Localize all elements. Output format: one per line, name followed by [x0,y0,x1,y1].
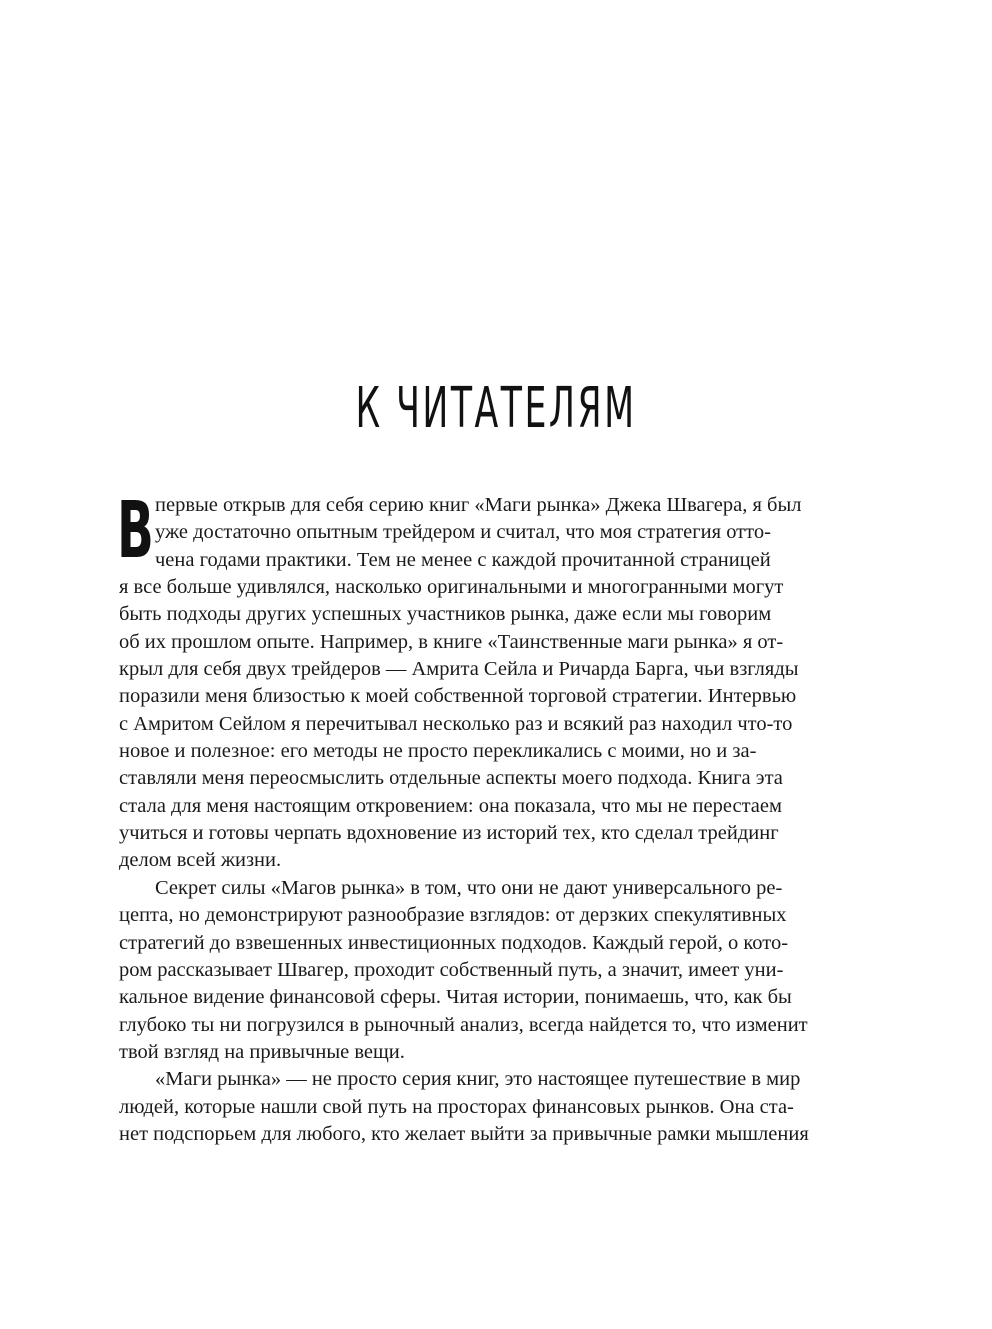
text-line: Секрет силы «Магов рынка» в том, что они не дают универсального ре- [155,876,783,899]
text-line: новое и полезное: его методы не просто перекликались с моими, но и за- [119,740,757,763]
page-title: К ЧИТАТЕЛЯМ [355,376,637,441]
drop-cap: В [117,486,154,576]
text-line: с Амритом Сейлом я перечитывал несколько раз и всякий раз находил что-то [119,712,793,735]
text-line: ставляли меня переосмыслить отдельные аспекты моего подхода. Книга эта [119,767,783,790]
text-line: кальное видение финансовой сферы. Читая истории, понимаешь, что, как бы [119,986,792,1009]
text-line: стратегий до взвешенных инвестиционных подходов. Каждый герой, о кото- [119,931,789,954]
text-line: чена годами практики. Тем не менее с каждой прочитанной страницей [155,548,771,571]
text-line: стала для меня настоящим откровением: она показала, что мы не перестаем [119,794,782,817]
text-line: первые открыв для себя серию книг «Маги рынка» Джека Швагера, я был [155,494,802,516]
text-line: быть подходы других успешных участников рынка, даже если мы говорим [119,603,772,626]
text-line: людей, которые нашли свой путь на просторах финансовых рынков. Она ста- [119,1095,794,1118]
text-line: цепта, но демонстрируют разнообразие взглядов: от дерзких спекулятивных [119,904,787,927]
body-text [117,486,875,1148]
text-line: об их прошлом опыте. Например, в книге «Таинственные маги рынка» я от- [119,630,784,653]
text-line: глубоко ты ни погрузился в рыночный анализ, всегда найдется то, что изменит [119,1013,808,1036]
text-line: нет подспорьем для любого, кто желает выйти за привычные рамки мышления [119,1122,809,1145]
text-line: учиться и готовы черпать вдохновение из историй тех, кто сделал трейдинг [119,822,779,845]
text-line: я все больше удивлялся, насколько оригинальными и многогранными могут [119,576,784,599]
text-line: «Маги рынка» — не просто серия книг, это настоящее путешествие в мир [155,1068,801,1091]
text-line: уже достаточно опытным трейдером и считал, что моя стратегия отто- [155,521,771,544]
text-line: поразили меня близостью к моей собственной торговой стратегии. Интервью [119,685,797,708]
text-line: твой взгляд на привычные вещи. [119,1040,405,1063]
text-line: крыл для себя двух трейдеров — Амрита Сейла и Ричарда Барга, чьи взгляды [119,658,799,681]
text-line: делом всей жизни. [119,849,282,872]
text-line: ром рассказывает Швагер, проходит собственный путь, а значит, имеет уни- [119,958,784,981]
